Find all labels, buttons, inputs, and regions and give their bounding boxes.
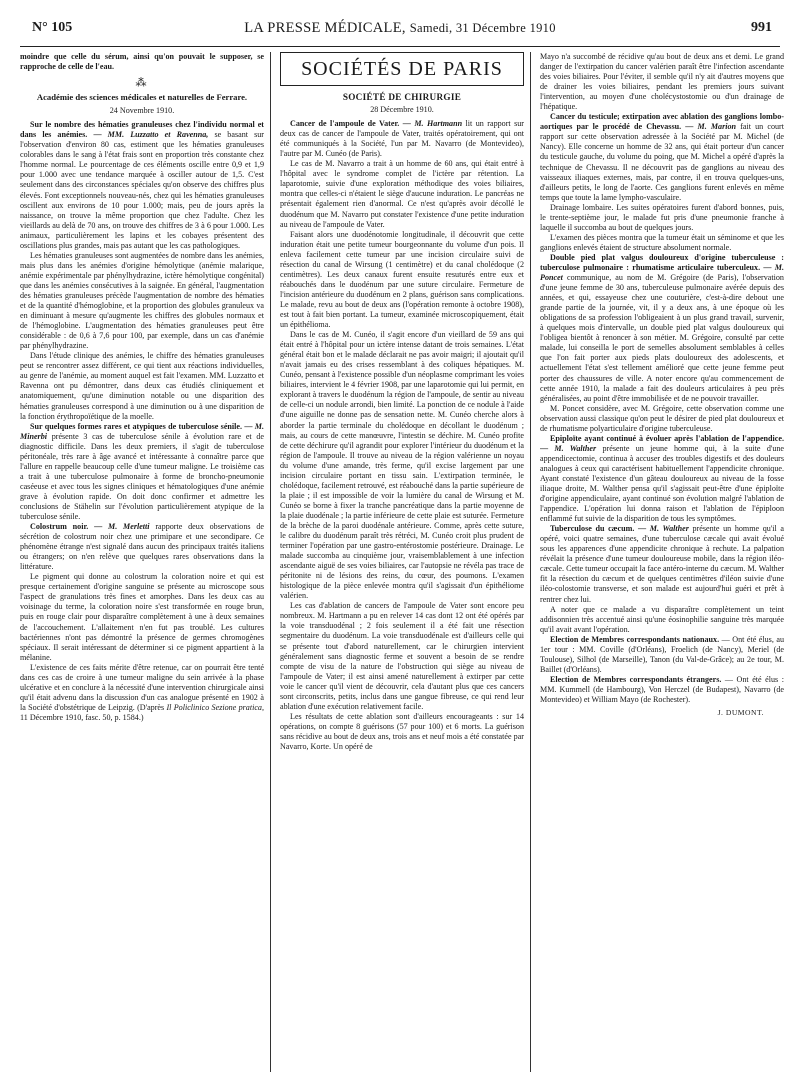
paragraph: Faisant alors une duodénotomie longitudinale, il découvrit que cette induration était une petite tumeur bourgeonnante du volume d'un pois. Il enleva facilement cette tumeur par une incision circulaire suivi de résection du canal de Wirsung (1 centimètre) et du canal cholédoque (2 centimètres). Les deux canaux furent ensuite resuturés entre eux et réabouchés dans le duodénum par une suture circulaire. Fermeture de l'incision antérieure du duodénum en 2 plans, guérison sans complications. Le malade, revu au bout de deux ans (l'opération remonte à octobre 1908), est tout à fait bien portant. La tumeur, examinée microscopiquement, était un épithélioma. bbox=[280, 229, 524, 330]
article-text: présente un homme qu'il a opéré, voici quatre semaines, d'une tuberculose cæcale qui avait évolué sous les apparences d'une appendicite chronique à rechute. La palpation révélait la présence d'une tumeur douloureuse mobile, dans la région iléo-cæcale. Cette tumeur occupait la face antéro-interne du cæcum. M. Walther fit la résection du cæcum et de quelques centimètres d'iléon suivie d'une iléo-colostomie transverse, et son malade est aujourd'hui guéri et prêt à rentrer chez lui. bbox=[540, 524, 784, 604]
article-text: rapporte deux observations de sécrétion de colostrum noir chez une primipare et une secondipare. Ce phénomène étrange n'est signalé dans aucun des principaux traités italiens ou étrangers; on n'en relève que quelques rares observations dans la littérature. bbox=[20, 522, 264, 572]
article bbox=[540, 635, 784, 675]
society-heading: SOCIÉTÉ DE CHIRURGIE bbox=[342, 92, 462, 102]
paragraph: Dans l'étude clinique des anémies, le chiffre des hématies granuleuses peut se rencontrer assez différent, ce qui tient aux réactions individuelles, au genre de l'anémie, au moment auquel est fait l'examen. MM. Luzzatto et Ravenna ont pu démontrer, dans deux cas étudiés cliniquement et anatomiquement, qu'une diminution notable ou une disparition des hématies granuleuses correspond à une diminution ou à une disparition de la fonction érythropoïétique de la moelle. bbox=[20, 351, 264, 421]
paragraph bbox=[20, 663, 264, 723]
article-title: Cancer du testicule; extirpation avec ablation des ganglions lombo-aortiques par le procédé de Chevassu. — bbox=[540, 112, 784, 132]
article-title: Colostrum noir. — bbox=[30, 522, 103, 532]
paragraph: Le pigment qui donne au colostrum la coloration noire et qui est presque certainement d'origine sanguine se présente au microscope sous l'aspect de granulations très fines et amorphes. Dans les deux cas au voisinage du terme, la coloration noire s'est transformée en rouge brun, puis en rouge clair pour disparaître complètement à une à deux semaines de l'accouchement. L'allaitement n'en fut pas troublé. Les cultures bactériennes n'ont pas démontré la présence de germes chromogènes spéciaux. Il serait intéressant de déterminer si ce pigment appartient à la mélanine. bbox=[20, 572, 264, 662]
article-authors: M. Walther bbox=[649, 524, 689, 534]
article bbox=[540, 112, 784, 202]
article-authors: M. Merletti bbox=[108, 522, 150, 532]
article-text: présente un jeune homme qui, à la suite d'une appendicectomie, continua à accuser des troubles digestifs et des douleurs analogues à ceux qui caractérisent habituellement l'appendicite chronique. Ayant constaté l'existence d'un gâteau douloureux au niveau de la fosse iliaque droite, M. Walther pensa qu'il s'agissait peut-être d'une épiploïte d'origine appendiculaire, ayant continué son évolution malgré l'ablation de l'appendice. L'opération lui donna raison et l'ablation de l'épiploon enflammé fut suivie de la disparition de tous les symptômes. bbox=[540, 443, 784, 524]
article-authors: M. Poncet bbox=[540, 262, 784, 283]
article bbox=[20, 422, 264, 522]
paragraph: Les hématies granuleuses sont augmentées de nombre dans les anémies, mais plus dans les anémies d'origine hémolytique (anémie malarique, anémie expérimentale par phénylhydrazine, ictère hémolytique congénital) que dans les anémies consécutives à la saignée. En général, l'augmentation des hématies granuleuses précède l'augmentation de nombre des hématies et de la quantité d'hémoglobine, et la proportion des globules granuleux va en diminuant à mesure qu'augmente les chiffres des globules normaux et de l'hémoglobine. L'augmentation des hématies granuleuses peut être considérable : de 0,6 à 7,6 pour 100, par exemple, dans un cas d'anémie par phénylhydrazine. bbox=[20, 250, 264, 351]
column-2 bbox=[280, 52, 524, 1072]
paragraph: Les cas d'ablation de cancers de l'ampoule de Vater sont encore peu nombreux. M. Hartmann a pu en relever 14 cas dont 12 ont été opérés par la voie transduodénal ; 2 fois seulement il a été fait une résection segmentaire du duodénum. La voie transduodénale est d'ailleurs celle qui se présente tout d'abord naturellement, car le chirurgien intervient généralement sans diagnostic ferme et souvent a besoin de se rendre compte de visu de la nature de l'obstruction qui siège au niveau de l'ampoule de Vater; il est ainsi amené naturellement à extirper par cette voie le cancer qu'il vient de découvrir, cela d'autant plus que ces cancers sont circonscrits, petits, inclus dans une gangue fibreuse, ce qui rend leur ablation d'une exécution relativement facile. bbox=[280, 601, 524, 711]
column-divider bbox=[270, 52, 271, 1072]
paragraph: Les résultats de cette ablation sont d'ailleurs encourageants : sur 14 opérations, on compte 8 guérisons (57 pour 100) et 6 morts. La guérison sans récidive au bout de deux ans, trois ans et neuf mois a été constatée par Navarro, Korte. Un opéré de bbox=[280, 711, 524, 751]
article-title: Sur quelques formes rares et atypiques de tuberculose sénile. — bbox=[30, 421, 253, 431]
article bbox=[540, 434, 784, 524]
article-title: Election de Membres correspondants étrangers. bbox=[550, 674, 722, 684]
signature: J. DUMONT. bbox=[717, 708, 764, 718]
paragraph: Le cas de M. Navarro a trait à un homme de 60 ans, qui était entré à l'hôpital avec le syndrome complet de l'ictère par rétention. La laparotomie, suivie d'une exploration méthodique des voies biliaires, montra que celles-ci n'étaient le siège d'aucune induration. Le pancréas ne présentait également rien d'anormal. Ce n'est qu'après avoir décollé le duodénum que M. Navarro put constater l'existence d'une petite induration au niveau de l'ampoule de Vater. bbox=[280, 159, 524, 229]
article-title: Sur le nombre des hématies granuleuses chez l'individu normal et dans les anémies. — bbox=[20, 120, 264, 140]
article-title: Election de Membres correspondants nationaux. bbox=[550, 634, 720, 644]
article-text: présente 3 cas de tuberculose sénile à évolution rare et de diagnostic difficile. Dans les deux premiers, il s'agit de tuberculose péritonéale, très rare à âge avancé et intéressante à connaître parce que l'allure en rappelle beaucoup celle d'une tumeur maligne. Le troisième cas a trait à une tuberculose pulmonaire à forme de broncho-pneumonie caséeuse et avec tous les signes cliniques et hématologiques d'une anémie grave à évolution rapide. On doit donc confirmer et admettre les conclusions de Stähelin sur l'évolution particulièrement atypique de la tuberculose sénile. bbox=[20, 431, 264, 522]
article-title: Tuberculose du cæcum. — bbox=[550, 524, 647, 534]
page-header bbox=[20, 14, 780, 42]
article-text: se basant sur l'observation d'environ 80 cas, estiment que les hématies granuleuses colorables dans le sang à l'état frais sont en proportion très constante chez l'homme normal. Le pourcentage de ces éléments oscille entre 0,9 et 1,9 pour 1.000 avec une tendance marquée à osciller autour de 1,5. C'est seulement dans des circonstances spéciales qu'on observe des chiffres plus élevés. Font exceptionnels nouveau-nés, chez qui les hématies granuleuses oscillent aux environs de 10 pour 1.000; mais, peu de jours après la naissance, on trouve la même proportion que chez l'adulte. Chez les vieillards au delà de 70 ans, on trouve des chiffres de 3 à 6 pour 1.000. Les animaux, particulièrement les lapins et les cobayes présentent des oscillations plus grandes, mais pas autant que les cas pathologiques. bbox=[20, 130, 264, 250]
article-title: Epiploïte ayant continué à évoluer après l'ablation de l'appendice. — bbox=[540, 433, 784, 453]
header-rule bbox=[20, 46, 780, 47]
section-date: 28 Décembre 1910. bbox=[370, 105, 434, 115]
article-text: communique, au nom de M. Grégoire (de Paris), l'observation d'une jeune femme de 30 ans, tuberculeuse pulmonaire avérée depuis des années, et qui, essayeuse chez une couturière, c'est-à-dire debout une grande partie de la journée, vit, il y a deux ans, à une époque où les obligations de sa profession l'obligeaient à un plus grand travail, survenir, à quelques mois d'intervalle, un double pied plat valgus douloureux qui l'obligea bientôt à renoncer à son métier. M. Grégoire, consulté par cette malade, lui conseilla le port de semelles absolument semblables à celles que l'on fait porter aux pieds plats douloureux des adolescents, et actuellement l'état s'est tellement amélioré que cette jeune femme peut porter des chaussures de ville. A noter encore qu'au commencement de cette année 1910, la malade a fait des douleurs articulaires à peu près généralisées, au point d'être immobilisée et de ne pouvoir travailler. bbox=[540, 273, 784, 403]
article bbox=[540, 524, 784, 604]
article bbox=[20, 522, 264, 572]
page-number: 991 bbox=[751, 20, 772, 35]
article-text: fait un court rapport sur cette observation adressée à la Société par M. Michel (de Nancy). Elle concerne un homme de 32 ans, qui était porteur d'un cancer du testicule gauche, du volume du poing, que M. Michel a opéré d'après la technique de Chevassu. Il ne découvrit pas de ganglions au niveau des vaisseaux iliaques externes, mais, par contre, il en trouva quelques-uns, d'ailleurs petits, le long de l'aorte. Ces ganglions furent enlevés en même temps que toute la lame lympho-vasculaire. bbox=[540, 122, 784, 202]
paragraph: A noter que ce malade a vu disparaître complètement un teint addisonnien très accentué ainsi qu'une éosinophilie sanguine très marquée qu'il avait avant l'opération. bbox=[540, 604, 784, 634]
citation-details: 11 Décembre 1910, fasc. 50, p. 1584.) bbox=[20, 712, 144, 722]
article bbox=[20, 120, 264, 251]
section-banner: SOCIÉTÉS DE PARIS bbox=[280, 52, 524, 86]
paragraph: moindre que celle du sérum, ainsi qu'on pouvait le supposer, se rapproche de celle de l'eau. bbox=[20, 52, 264, 72]
issue-number: N° 105 bbox=[32, 20, 73, 35]
journal-name: LA PRESSE MÉDICALE, bbox=[244, 20, 406, 36]
paragraph: M. Poncet considère, avec M. Grégoire, cette observation comme une observation aussi classique qu'on peut le désirer de pied plat douloureux et de rhumatisme polyarticulaire d'origine tuberculeuse. bbox=[540, 403, 784, 433]
article bbox=[540, 675, 784, 705]
paragraph: Mayo n'a succombé de récidive qu'au bout de deux ans et demi. Le grand danger de l'extirpation du cancer valérien paraît être l'infection ascendante des voies biliaires. Pour l'éviter, il semble qu'il n'y ait d'autres moyens que de drainer les voies biliaires, pendant les premiers jours suivant l'intervention, au moyen d'une cholécystostomie ou d'un drainage de l'hépatique. bbox=[540, 52, 784, 112]
article-text: — Ont été élus, au 1er tour : MM. Coville (d'Orléans), Froelich (de Nancy), Meriel (de Toulouse), Silhol (de Marseille), Tanon (du Val-de-Grâce); au 2e tour, M. Baillet (d'Orléans). bbox=[540, 634, 784, 674]
paragraph: Drainage lombaire. Les suites opératoires furent d'abord bonnes, puis, le trente-septième jour, le malade fut pris d'une pneumonie franche à laquelle il succomba au bout de quelques jours. bbox=[540, 202, 784, 232]
article-authors: MM. Luzzatto et Ravenna, bbox=[107, 130, 209, 140]
section-date: 24 Novembre 1910. bbox=[109, 106, 175, 116]
column-divider bbox=[530, 52, 531, 1072]
paragraph-text: L'existence de ces faits mérite d'être retenue, car on pourrait être tenté dans ces cas de croire à une tumeur maligne du sein arrivée à la phase ulcérative et en conclure à la nécessité d'une intervention chirurgicale ainsi qu'il était advenu dans la discussion d'un cas analogue présenté en 1902 à la Société d'obstétrique de Leipzig. (D'après bbox=[20, 662, 264, 712]
article bbox=[280, 119, 524, 159]
asterism: ⁂ bbox=[135, 77, 149, 90]
article-text: — Ont été élus : MM. Kummell (de Hambourg), Von Herczel (de Budapest), Navarro (de Montevideo) et William Mayo (de Rochester). bbox=[540, 674, 784, 704]
article-text: lit un rapport sur deux cas de cancer de l'ampoule de Vater, traités opératoirement, qui ont été communiqués à la Société, l'un par M. Navarro (de Montevideo), l'autre par M. Cunéo (de Paris). bbox=[280, 119, 524, 159]
citation: Il Policlinico Sezione pratica, bbox=[166, 702, 264, 712]
article bbox=[540, 253, 784, 404]
column-3 bbox=[540, 52, 784, 1072]
article-authors: M. Minerbi bbox=[20, 421, 264, 441]
paragraph: Dans le cas de M. Cunéo, il s'agit encore d'un vieillard de 59 ans qui était entré à l'hôpital pour un ictère intense datant de trois semaines. L'état général était bon et le malade déclarait ne pas avoir maigri; il ajoutait qu'il n'avait jamais eu des crises ressemblant à des coliques hépatiques. M. Cunéo, pensant à l'existence possible d'un néoplasme comprimant les voies biliaires, intervient le 4 février 1908, par une laparotomie qui lui permit, en explorant à travers le duodénum la région de l'ampoule, de sentir au niveau de celle-ci un nodule arrondi, bien limité. La ponction de ce nodule à l'aide d'une aiguille ne donne pas de sensation nette. M. Cunéo cherche alors à aborder la partie terminale du cholédoque en décollant le duodénum ; mais, au cours de cette manœuvre, l'intestin se déchire. M. Cunéo profite de cette déchirure qu'il agrandit pour explorer l'intérieur du duodénum et la région de l'ampoule. Il trouve au niveau de la région valérienne un noyau du volume d'une amande, très ferme, qu'il excise largement par une incision circulaire portant en tissu sain. L'extirpation terminée, le cholédoque, facilement retrouvé, est réabouché dans la partie supérieure de la plaie ; il est impossible de voir la lumière du canal de Wirsung et M. Cunéo se borne à fixer la tranche pancréatique dans la partie moyenne de la plaie duodénale ; la partie inférieure de cette plaie est suturée. Fermeture de la brèche de la paroi duodénale antérieure. Comme, après cette suture, le calibre du duodénum paraît très rétréci, M. Cunéo croit plus prudent de terminer l'opération par une gastro-entérostomie postérieure. Drainage. Le malade succomba au cinquième jour, vraisemblablement à une infection ascendante aiguë de ses voies biliaires, car l'autopsie ne révéla pas trace de péritonite ni de lésions des reins, du cœur, des poumons. L'examen histologique de la pièce enlevée montra qu'il s'agissait d'un épithéliome valérien. bbox=[280, 330, 524, 601]
article-authors: M. Walther bbox=[554, 443, 597, 453]
article-title: Cancer de l'ampoule de Vater. — bbox=[290, 119, 411, 129]
article-authors: M. Hartmann bbox=[414, 119, 463, 129]
column-1 bbox=[20, 52, 264, 1072]
article-authors: M. Marion bbox=[697, 122, 737, 132]
journal-title bbox=[20, 20, 780, 37]
paragraph: L'examen des pièces montra que la tumeur était un séminome et que les ganglions enlevés étaient de structure absolument normale. bbox=[540, 232, 784, 252]
article-title: Double pied plat valgus douloureux d'origine tuberculeuse : tuberculose pulmonaire : rhumatisme articulaire tuberculeux. — bbox=[540, 252, 784, 272]
section-heading: Académie des sciences médicales et naturelles de Ferrare. bbox=[36, 92, 248, 103]
issue-date: Samedi, 31 Décembre 1910 bbox=[409, 21, 556, 35]
